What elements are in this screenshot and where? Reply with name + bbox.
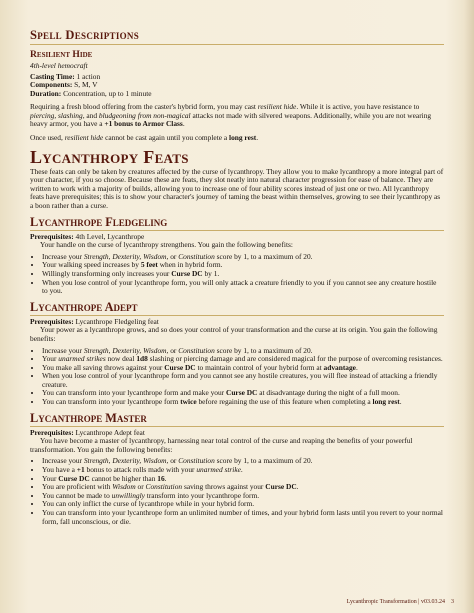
list-item: • You can transform into your lycanthrope form and make your Curse DC at disadvantage during the night of a full moon. — [42, 389, 444, 398]
list-item: • Increase your Strength, Dexterity, Wisdom, or Constitution score by 1, to a maximum of 20. — [42, 347, 444, 356]
spell-section-title: Spell Descriptions — [30, 28, 444, 45]
list-item: • You are proficient with Wisdom or Constitution saving throws against your Curse DC. — [42, 483, 444, 492]
list-item: • You can only inflict the curse of lycanthrope while in your hybrid form. — [42, 500, 444, 509]
spell-name: Resilient Hide — [30, 49, 93, 60]
adept-desc: Your power as a lycanthrope grows, and so does your control of your transformation and the curse at its origin. You gain the following benefits: — [30, 325, 438, 343]
fledgeling-title: Lycanthrope Fledgeling — [30, 215, 444, 231]
list-item: • Your Curse DC cannot be higher than 16. — [42, 475, 444, 484]
list-item: • Your walking speed increases by 5 feet when in hybrid form. — [42, 261, 444, 270]
spell-description: Requiring a fresh blood offering from the caster's hybrid form, you may cast resilient hide. While it is active, you have resistance to piercing, slashing, and bludgeoning from non-magical attacks not made with silvered weapons. Additionally, while you are not wearing heavy armor, you have a +1 bonus to Armor Class. — [30, 102, 432, 129]
casting-time-row: Casting Time: 1 action — [30, 72, 101, 81]
fledgeling-benefits — [30, 253, 444, 296]
list-item: • You make all saving throws against your Curse DC to maintain control of your hybrid form at advantage. — [42, 364, 444, 373]
list-item: • Your unarmed strikes now deal 1d8 slashing or piercing damage and are considered magical for the purpose of overcoming resistances. — [42, 355, 444, 364]
footer-text: Lycanthropic Transformation | v03.03.24 — [346, 599, 445, 605]
spell-properties — [30, 73, 444, 98]
master-benefits — [30, 457, 444, 526]
fledgeling-desc: Your handle on the curse of lycanthropy strengthens. You gain the following benefits: — [40, 240, 293, 250]
feats-title: Lycanthropy Feats — [30, 146, 189, 167]
feats-intro: These feats can only be taken by creatures affected by the curse of lycanthropy. They allow you to make lycanthropy a more integral part of your character, if you so choose. Because these are feats, they slot neatly into natural character progression for ease of balance. They are written to work with a majority of builds, allowing you to increase one of four ability scores instead of just one or two. All lycanthropy feats have prerequisites; this is to show your character's journey of taming the beast within themselves, growing to see their lycanthropy as a boon rather than a curse. — [30, 166, 444, 210]
list-item: • When you lose control of your lycanthrope form and you cannot see any hostile creatures, you will flee instead of attacking a friendly creature. — [42, 372, 444, 389]
page-number: 3 — [451, 599, 454, 605]
master-desc: You have become a master of lycanthropy, harnessing near total control of the curse and reaping the benefits of your powerful transformation. You gain the following benefits: — [30, 436, 413, 454]
page-edge-decoration — [464, 0, 474, 613]
list-item: • When you lose control of your lycanthrope form, you will only attack a creature friendly to you if you cannot see any creature hostile to you. — [42, 279, 444, 296]
list-item: • You can transform into your lycanthrope form twice before regaining the use of this feature when completing a long rest. — [42, 398, 444, 407]
list-item: • You cannot be made to unwillingly transform into your lycanthrope form. — [42, 492, 444, 501]
list-item: • Willingly transforming only increases your Curse DC by 1. — [42, 270, 444, 279]
master-title: Lycanthrope Master — [30, 411, 444, 427]
fledgeling-prereq: Prerequisites: 4th Level, Lycanthrope — [30, 231, 145, 241]
spell-level: 4th-level hemocraft — [30, 61, 88, 70]
duration-row: Duration: Concentration, up to 1 minute — [30, 88, 152, 98]
adept-title: Lycanthrope Adept — [30, 300, 444, 316]
master-prereq: Prerequisites: Lycanthrope Adept feat — [30, 427, 145, 437]
adept-benefits — [30, 347, 444, 407]
page-footer — [341, 599, 454, 605]
components-row: Components: S, M, V — [30, 80, 98, 90]
adept-prereq: Prerequisites: Lycanthrope Fledgeling feat — [30, 316, 159, 326]
content — [30, 28, 444, 526]
spell-limit: Once used, resilient hide cannot be cast again until you complete a long rest. — [30, 133, 259, 142]
list-item: • Increase your Strength, Dexterity, Wisdom, or Constitution score by 1, to a maximum of 20. — [42, 457, 444, 466]
list-item: • Increase your Strength, Dexterity, Wisdom, or Constitution score by 1, to a maximum of 20. — [42, 253, 444, 262]
list-item: • You have a +1 bonus to attack rolls made with your unarmed strike. — [42, 466, 444, 475]
list-item: • You can transform into your lycanthrope form an unlimited number of times, and your hybrid form lasts until you revert to your normal form, fall unconscious, or die. — [42, 509, 444, 526]
